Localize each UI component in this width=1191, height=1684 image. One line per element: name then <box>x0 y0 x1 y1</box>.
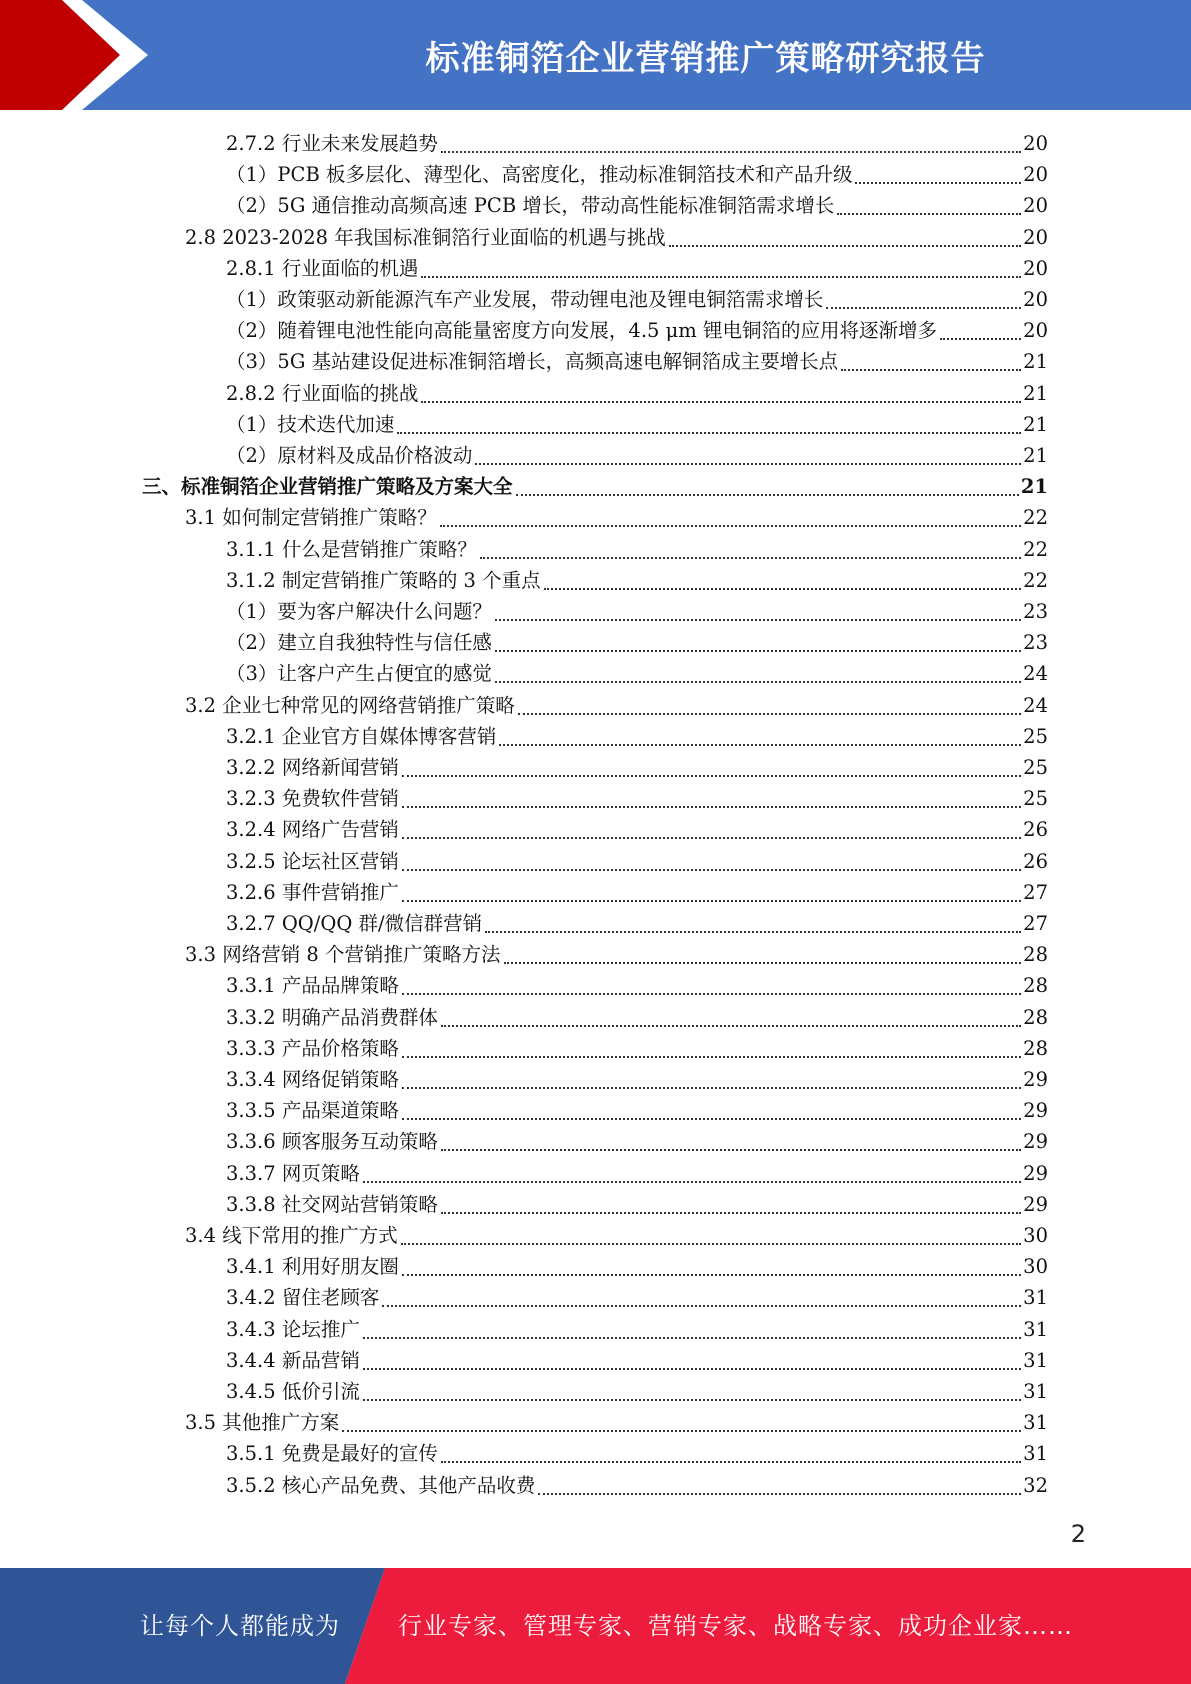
toc-entry-title: （2）随着锂电池性能向高能量密度方向发展，4.5 μm 锂电铜箔的应用将逐渐增多 <box>226 319 937 343</box>
toc-entry-title: 3.3.1 产品品牌策略 <box>226 974 399 998</box>
toc-entry-title: 3.4.4 新品营销 <box>226 1348 360 1372</box>
toc-leader-dots <box>402 751 1021 777</box>
toc-leader-dots <box>363 1157 1021 1183</box>
toc-leader-dots <box>499 720 1021 746</box>
toc-entry-page: 22 <box>1023 506 1048 530</box>
toc-entry-title: 3.3.8 社交网站营销策略 <box>226 1192 438 1216</box>
toc-entry[interactable] <box>226 751 1048 782</box>
toc-entry-title: 3.4.2 留住老顾客 <box>226 1286 380 1310</box>
report-title: 标准铜箔企业营销推广策略研究报告 <box>425 38 986 79</box>
footer-banner <box>0 1568 1191 1684</box>
toc-entry-title: （2）5G 通信推动高频高速 PCB 增长，带动高性能标准铜箔需求增长 <box>226 194 835 218</box>
toc-entry-page: 31 <box>1023 1380 1048 1403</box>
toc-entry-title: 3.2 企业七种常见的网络营销推广策略 <box>185 693 515 717</box>
toc-entry-title: 3.2.1 企业官方自媒体博客营销 <box>226 724 497 748</box>
toc-entry-title: 3.3.5 产品渠道策略 <box>226 1099 399 1123</box>
toc-entry-title: 3.3.2 明确产品消费群体 <box>226 1005 438 1029</box>
toc-entry-page: 27 <box>1023 912 1048 935</box>
toc-entry[interactable] <box>226 345 1048 376</box>
toc-entry[interactable] <box>226 845 1048 876</box>
toc-entry-title: 3.1.2 制定营销推广策略的 3 个重点 <box>226 568 541 592</box>
toc-entry-title: （2）原材料及成品价格波动 <box>226 444 473 467</box>
toc-entry-page: 27 <box>1023 880 1048 904</box>
toc-entry-title: 3.2.4 网络广告营销 <box>226 818 399 842</box>
toc-entry-title: 2.8 2023-2028 年我国标准铜箔行业面临的机遇与挑战 <box>185 225 666 249</box>
toc-entry[interactable] <box>226 377 1048 408</box>
toc-leader-dots <box>363 1313 1021 1339</box>
toc-entry-title: 3.1 如何制定营销推广策略？ <box>185 506 437 530</box>
toc-entry-page: 23 <box>1023 600 1048 623</box>
toc-entry-title: 3.2.5 论坛社区营销 <box>226 849 399 873</box>
toc-entry-title: 3.4.5 低价引流 <box>226 1380 360 1403</box>
toc-entry-title: 3.3 网络营销 8 个营销推广策略方法 <box>185 943 501 967</box>
toc-entry-title: 3.4.3 论坛推广 <box>226 1317 360 1341</box>
toc-entry[interactable] <box>185 1406 1048 1437</box>
toc-entry-title: 3.3.6 顾客服务互动策略 <box>226 1130 438 1154</box>
toc-entry[interactable] <box>185 501 1048 532</box>
toc-entry-page: 25 <box>1023 756 1048 779</box>
toc-leader-dots <box>538 1469 1021 1495</box>
toc-entry-page: 32 <box>1023 1473 1048 1497</box>
toc-leader-dots <box>669 221 1021 247</box>
toc-entry-title: （3）5G 基站建设促进标准铜箔增长，高频高速电解铜箔成主要增长点 <box>226 350 839 374</box>
toc-leader-dots <box>342 1406 1021 1432</box>
toc-entry-page: 25 <box>1023 724 1048 748</box>
toc-entry-page: 21 <box>1023 412 1048 436</box>
toc-entry[interactable] <box>226 720 1048 751</box>
toc-leader-dots <box>837 189 1021 215</box>
toc-entry-title: 3.2.7 QQ/QQ 群/微信群营销 <box>226 912 483 935</box>
toc-leader-dots <box>397 408 1021 434</box>
toc-entry[interactable] <box>226 283 1048 314</box>
toc-leader-dots <box>363 1375 1021 1401</box>
toc-entry-title: 3.4 线下常用的推广方式 <box>185 1224 398 1247</box>
toc-entry-page: 31 <box>1023 1442 1048 1466</box>
toc-entry-page: 26 <box>1023 818 1048 842</box>
toc-leader-dots <box>485 907 1021 933</box>
toc-entry-page: 28 <box>1023 1036 1048 1060</box>
toc-leader-dots <box>402 1032 1021 1058</box>
toc-leader-dots <box>495 626 1021 652</box>
toc-entry-page: 31 <box>1023 1348 1048 1372</box>
toc-entry-title: （1）政策驱动新能源汽车产业发展，带动锂电池及锂电铜箔需求增长 <box>226 288 824 311</box>
toc-entry[interactable] <box>226 813 1048 844</box>
toc-leader-dots <box>841 345 1021 371</box>
toc-leader-dots <box>441 127 1021 153</box>
toc-entry-title: 3.5 其他推广方案 <box>185 1411 340 1435</box>
toc-entry[interactable] <box>226 1281 1048 1312</box>
toc-entry[interactable] <box>226 127 1048 158</box>
toc-entry[interactable] <box>185 938 1048 969</box>
toc-entry[interactable] <box>226 1437 1048 1468</box>
toc-entry-page: 29 <box>1023 1068 1048 1091</box>
toc-leader-dots <box>402 1094 1021 1120</box>
toc-leader-dots <box>518 689 1021 715</box>
toc-entry-title: 3.2.2 网络新闻营销 <box>226 756 399 779</box>
toc-entry-page: 20 <box>1023 319 1048 343</box>
toc-entry[interactable] <box>185 689 1048 720</box>
toc-leader-dots <box>402 969 1021 995</box>
toc-leader-dots <box>480 533 1021 559</box>
toc-leader-dots <box>363 1344 1021 1370</box>
toc-leader-dots <box>401 1219 1021 1245</box>
toc-entry-page: 20 <box>1023 194 1048 218</box>
toc-entry-page: 31 <box>1023 1317 1048 1341</box>
toc-entry[interactable] <box>226 1032 1048 1063</box>
toc-leader-dots <box>504 938 1022 964</box>
toc-entry[interactable] <box>226 626 1048 657</box>
toc-entry-title: 3.2.6 事件营销推广 <box>226 880 399 904</box>
toc-leader-dots <box>402 1063 1021 1089</box>
toc-entry-page: 21 <box>1023 381 1048 405</box>
toc-entry[interactable] <box>226 907 1048 938</box>
toc-leader-dots <box>421 252 1021 278</box>
toc-entry[interactable] <box>226 969 1048 1000</box>
toc-leader-dots <box>441 1188 1021 1214</box>
toc-entry-page: 26 <box>1023 849 1048 873</box>
toc-entry[interactable] <box>185 221 1048 252</box>
toc-entry-title: 3.4.1 利用好朋友圈 <box>226 1255 399 1279</box>
toc-leader-dots <box>940 314 1021 340</box>
toc-entry-page: 29 <box>1023 1099 1048 1123</box>
toc-entry-page: 30 <box>1023 1224 1048 1247</box>
toc-entry-title: 2.8.2 行业面临的挑战 <box>226 381 419 405</box>
toc-entry-page: 20 <box>1023 256 1048 280</box>
toc-entry-page: 30 <box>1023 1255 1048 1279</box>
toc-leader-dots <box>855 158 1021 184</box>
toc-entry-page: 25 <box>1023 787 1048 811</box>
toc-entry[interactable] <box>226 1188 1048 1219</box>
toc-entry-title: 2.7.2 行业未来发展趋势 <box>226 132 438 155</box>
toc-entry-page: 22 <box>1023 568 1048 592</box>
toc-leader-dots <box>441 1437 1021 1463</box>
toc-entry[interactable] <box>226 1375 1048 1406</box>
toc-entry[interactable] <box>226 1063 1048 1094</box>
header-banner <box>0 0 1191 110</box>
toc-leader-dots <box>382 1281 1021 1307</box>
toc-entry-title: 2.8.1 行业面临的机遇 <box>226 256 419 280</box>
toc-entry-page: 31 <box>1023 1286 1048 1310</box>
toc-entry-title: （2）建立自我独特性与信任感 <box>226 631 492 655</box>
toc-leader-dots <box>402 845 1021 871</box>
toc-entry-page: 20 <box>1023 163 1048 187</box>
toc-entry[interactable] <box>226 1001 1048 1032</box>
toc-entry[interactable] <box>226 314 1048 345</box>
toc-entry[interactable] <box>226 158 1048 189</box>
toc-entry-title: 3.2.3 免费软件营销 <box>226 787 399 811</box>
toc-leader-dots <box>495 657 1021 683</box>
toc-entry[interactable] <box>226 1313 1048 1344</box>
toc-leader-dots <box>402 876 1021 902</box>
toc-entry-title: （3）让客户产生占便宜的感觉 <box>226 662 492 686</box>
toc-entry[interactable] <box>226 252 1048 283</box>
toc-entry-page: 29 <box>1023 1192 1048 1216</box>
footer-slogan-left: 让每个人都能成为 <box>140 1612 340 1640</box>
toc-entry-page: 29 <box>1023 1161 1048 1185</box>
toc-entry-title: （1）PCB 板多层化、薄型化、高密度化，推动标准铜箔技术和产品升级 <box>226 163 853 187</box>
toc-leader-dots <box>495 595 1021 621</box>
toc-entry-page: 20 <box>1023 288 1048 311</box>
toc-leader-dots <box>402 813 1021 839</box>
toc-entry[interactable] <box>226 657 1048 688</box>
toc-entry-title: 3.5.2 核心产品免费、其他产品收费 <box>226 1473 536 1497</box>
toc-entry[interactable] <box>226 408 1048 439</box>
toc-entry-title: （1）要为客户解决什么问题？ <box>226 600 492 623</box>
toc-leader-dots <box>402 1250 1021 1276</box>
toc-entry-title: （1）技术迭代加速 <box>226 412 395 436</box>
toc-entry-page: 31 <box>1023 1411 1048 1435</box>
toc-entry[interactable] <box>185 1219 1048 1250</box>
toc-entry[interactable] <box>226 1250 1048 1281</box>
page-number: 2 <box>1070 1520 1086 1548</box>
toc-entry[interactable] <box>226 595 1048 626</box>
toc-entry-title: 3.1.1 什么是营销推广策略？ <box>226 537 477 561</box>
toc-entry-page: 23 <box>1023 631 1048 655</box>
toc-leader-dots <box>826 283 1021 309</box>
toc-entry-page: 21 <box>1020 475 1048 499</box>
toc-entry-page: 28 <box>1023 943 1048 967</box>
toc-entry-title: 三、标准铜箔企业营销推广策略及方案大全 <box>142 475 513 499</box>
toc-entry-page: 24 <box>1023 662 1048 686</box>
toc-entry[interactable] <box>226 533 1048 564</box>
toc-entry[interactable] <box>226 782 1048 813</box>
toc-leader-dots <box>402 782 1021 808</box>
toc-entry-page: 21 <box>1023 444 1048 467</box>
toc-entry-page: 22 <box>1023 537 1048 561</box>
toc-leader-dots <box>441 1001 1021 1027</box>
toc-entry[interactable] <box>226 1469 1048 1500</box>
toc-entry-page: 29 <box>1023 1130 1048 1154</box>
toc-entry[interactable] <box>226 1344 1048 1375</box>
toc-entry-page: 28 <box>1023 974 1048 998</box>
toc-leader-dots <box>475 439 1021 465</box>
toc-entry[interactable] <box>226 1094 1048 1125</box>
toc-entry[interactable] <box>142 470 1048 501</box>
toc-entry-title: 3.3.4 网络促销策略 <box>226 1068 399 1091</box>
toc-leader-dots <box>421 377 1021 403</box>
toc-entry[interactable] <box>226 1125 1048 1156</box>
toc-entry[interactable] <box>226 189 1048 220</box>
footer-slogan-right: 行业专家、管理专家、营销专家、战略专家、成功企业家…… <box>398 1612 1073 1640</box>
toc-entry-page: 28 <box>1023 1005 1048 1029</box>
toc-leader-dots <box>441 1125 1021 1151</box>
toc-entry[interactable] <box>226 1157 1048 1188</box>
toc-entry-page: 24 <box>1023 693 1048 717</box>
toc-entry-page: 21 <box>1023 350 1048 374</box>
toc-leader-dots <box>544 564 1022 590</box>
toc-leader-dots <box>440 501 1021 527</box>
toc-entry[interactable] <box>226 876 1048 907</box>
toc-entry-page: 20 <box>1023 225 1048 249</box>
toc-entry-title: 3.3.3 产品价格策略 <box>226 1036 399 1060</box>
toc-entry-title: 3.3.7 网页策略 <box>226 1161 360 1185</box>
toc-entry[interactable] <box>226 439 1048 470</box>
toc-entry-page: 20 <box>1023 132 1048 155</box>
toc-leader-dots <box>516 470 1019 496</box>
toc-entry[interactable] <box>226 564 1048 595</box>
toc-entry-title: 3.5.1 免费是最好的宣传 <box>226 1442 438 1466</box>
